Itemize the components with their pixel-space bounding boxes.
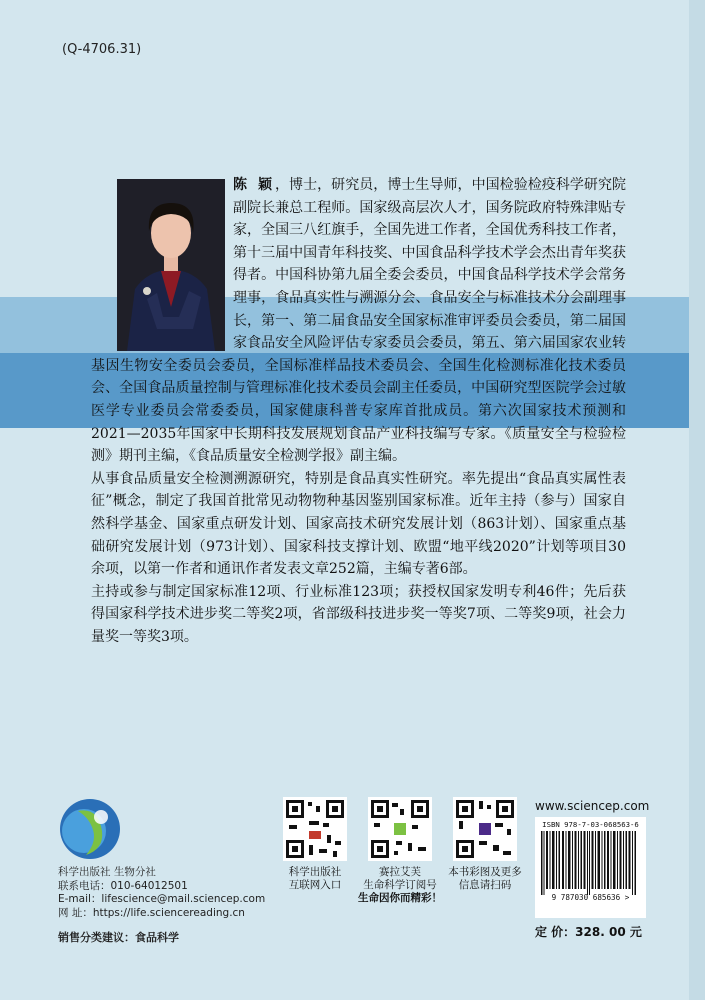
isbn-barcode [535,817,646,918]
qr-caption-line: 赛拉艾芙 [379,866,421,878]
catalog-code: (Q-4706.31) [62,42,142,57]
qr-code-wechat-subscription [368,797,432,861]
science-press-logo [58,797,122,861]
publisher-phone: 联系电话：010-64012501 [58,879,188,892]
qr-caption-line: 生命科学订阅号 [363,879,437,891]
qr-code-color-figures [453,797,517,861]
bio-paragraph-research: 从事食品质量安全检测溯源研究，特别是食品真实性研究。率先提出“食品真实属性表征”概念，制定了我国首批常见动物物种基因鉴别国家标准。近年主持（参与）国家自然科学基金、国家重点研发计划、国家高技术研究发展计划（863计划）、国家重点基础研究发展计划（973计划）、国家科技支撑计划、欧盟“地平线2020”计划等项目30余项，以第一作者和通讯作者发表文章252篇，主编专著6部。 [91,470,626,578]
publisher-info [58,866,265,920]
isbn-text: ISBN 978-7-03-068563-6 [542,820,639,829]
qr-code-internet-portal [283,797,347,861]
publisher-website-url: www.sciencep.com [535,799,650,813]
qr-caption-line: 信息请扫码 [458,879,512,891]
qr-caption-line: 互联网入口 [288,879,342,891]
qr-caption-line: 科学出版社 [288,866,342,878]
spine-edge [689,0,705,1000]
qr-caption-color-figures [430,866,540,892]
barcode-bars [535,829,646,897]
author-bio-text: ，博士，研究员，博士生导师，中国检验检疫科学研究院副院长兼总工程师。国家级高层次人才，国务院政府特殊津贴专家，全国三八红旗手，全国先进工作者，全国优秀科技工作者，第十三届中国青年科技奖、中国食品科学技术学会杰出青年奖获得者。中国科协第九届全委会委员，中国食品科学技术学会常务理事，食品真实性与溯源分会、食品安全与标准技术分会副理事长，第一、第二届食品安全国家标准审评委员会委员，第二届国家食品安全风险评估专家委员会委员，第五、第六届国家农业转基因生物安全委员会委员，全国标准样品技术委员会、全国生化检测标准化技术委员会、全国食品质量控制与管理标准化技术委员会副主任委员，中国研究型医院学会过敏医学专业委员会常委委员，国家健康科普专家库首批成员。第六次国家技术预测和2021—2035年国家中长期科技发展规划食品产业科技编写专家。《质量安全与检验检测》期刊主编，《食品质量安全检测学报》副主编。 [91,177,626,465]
barcode-digits: 9 787030 685636 > [551,893,630,902]
publisher-name: 科学出版社 生物分社 [58,866,156,878]
author-name: 陈 颖 [233,177,275,193]
publisher-email: E-mail：lifescience@mail.sciencep.com [58,893,266,905]
bio-paragraph-awards: 主持或参与制定国家标准12项、行业标准123项；获授权国家发明专利46件；先后获得国家科学技术进步奖二等奖2项，省部级科技进步奖一等奖7项、二等奖9项，社会力量奖一等奖3项。 [91,583,626,645]
sales-category: 销售分类建议：食品科学 [58,931,179,944]
book-price: 定 价：328. 00 元 [535,925,642,939]
qr-caption-line: 本书彩图及更多 [448,866,522,878]
publisher-website: 网 址：https://life.sciencereading.cn [58,906,245,919]
author-photo [117,179,225,351]
qr-caption-line: 生命因你而精彩！ [358,892,442,904]
